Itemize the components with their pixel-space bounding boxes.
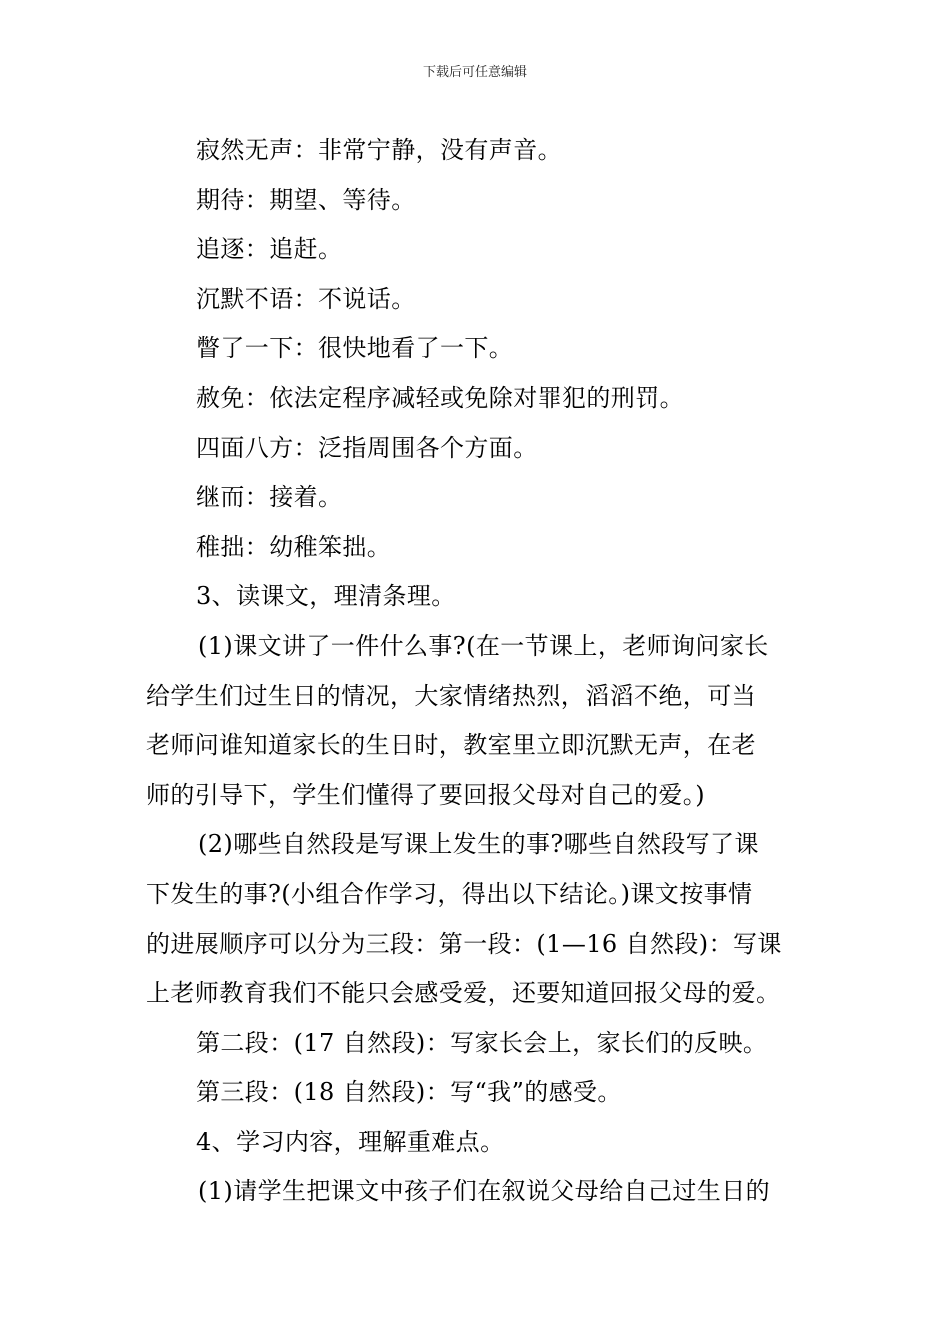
text-line: (1)课文讲了一件什么事?(在一节课上，老师询问家长 [198, 631, 769, 660]
text-line: 上老师教育我们不能只会感受爱，还要知道回报父母的爱。 [146, 979, 781, 1008]
text-line: 追逐：追赶。 [196, 235, 343, 264]
text-line: 师的引导下，学生们懂得了要回报父母对自己的爱。) [146, 780, 705, 809]
section-heading: 4、学习内容，理解重难点。 [196, 1127, 505, 1156]
text-line: 瞥了一下：很快地看了一下。 [196, 334, 514, 363]
text-line: 赦免：依法定程序减轻或免除对罪犯的刑罚。 [196, 383, 684, 412]
text-line: 沉默不语：不说话。 [196, 284, 416, 313]
text-line: 第三段：(18 自然段)：写“我”的感受。 [196, 1078, 622, 1107]
document-body [146, 126, 806, 1217]
text-line: 继而：接着。 [196, 483, 343, 512]
section-heading: 3、读课文，理清条理。 [196, 582, 456, 611]
text-line: 寂然无声：非常宁静，没有声音。 [196, 136, 562, 164]
text-line: 稚拙：幼稚笨拙。 [196, 532, 392, 561]
text-line: (1)请学生把课文中孩子们在叙说父母给自己过生日的 [198, 1177, 770, 1206]
text-line: 期待：期望、等待。 [196, 185, 416, 214]
text-line: 下发生的事?(小组合作学习，得出以下结论。)课文按事情 [146, 879, 753, 908]
text-line: 的进展顺序可以分为三段：第一段：(1—16 自然段)：写课 [146, 929, 782, 958]
page-header: 下载后可任意编辑 [422, 65, 527, 80]
text-line: 第二段：(17 自然段)：写家长会上，家长们的反映。 [196, 1028, 768, 1057]
text-line: (2)哪些自然段是写课上发生的事?哪些自然段写了课 [198, 830, 759, 859]
text-line: 给学生们过生日的情况，大家情绪热烈，滔滔不绝，可当 [146, 681, 756, 710]
text-line: 四面八方：泛指周围各个方面。 [196, 433, 538, 462]
text-line: 老师问谁知道家长的生日时，教室里立即沉默无声，在老 [146, 731, 756, 760]
